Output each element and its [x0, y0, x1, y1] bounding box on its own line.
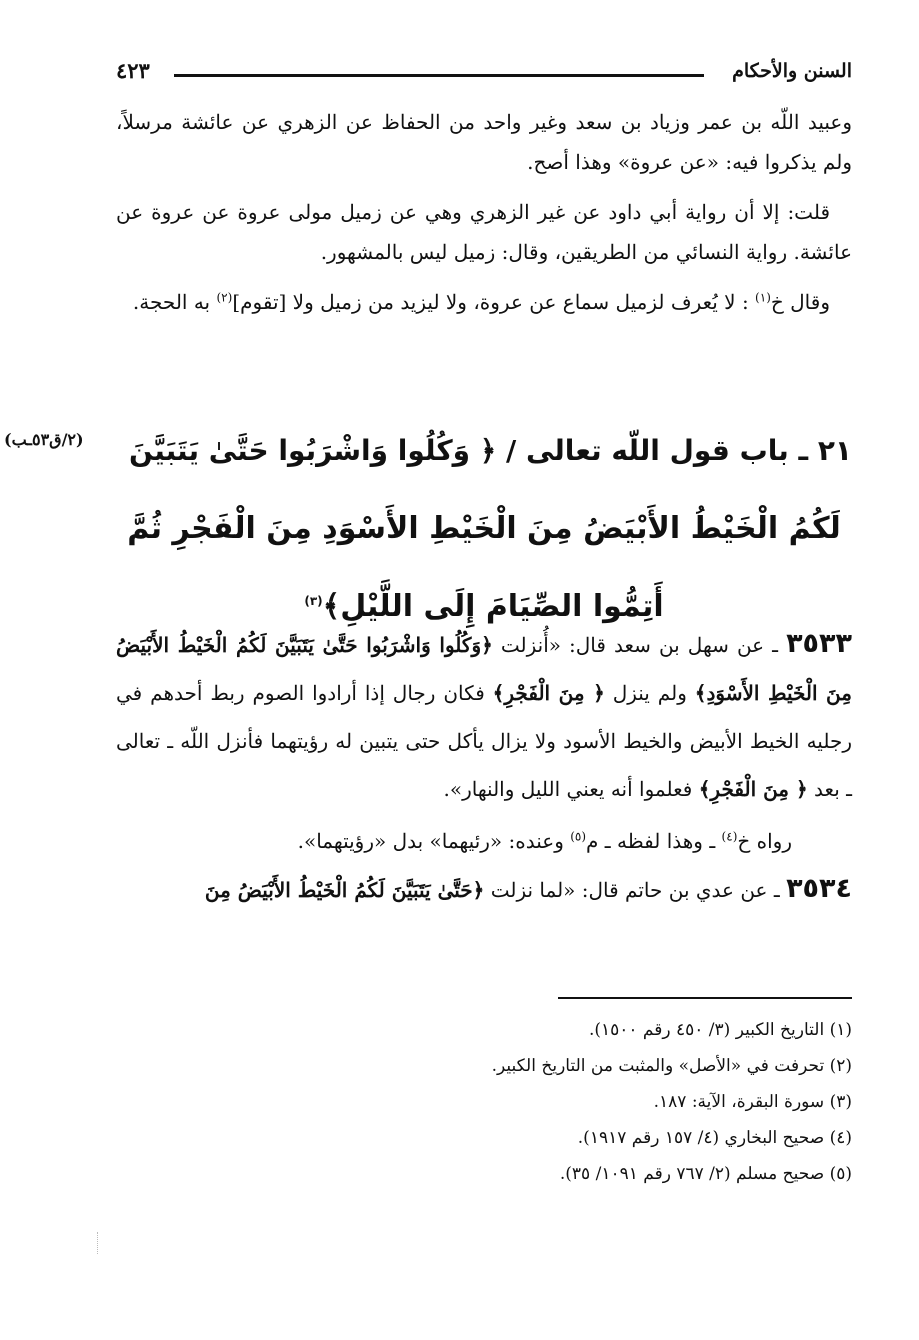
hadith-3533-text-1: ـ عن سهل بن سعد قال: «أُنزلت [492, 633, 787, 657]
footnote-3: (٣) سورة البقرة، الآية: ١٨٧. [653, 1092, 852, 1112]
footnote-5: (٥) صحيح مسلم (٢/ ٧٦٧ رقم ١٠٩١/ ٣٥). [559, 1164, 852, 1184]
chapter-heading-line-2: لَكُمُ الْخَيْطُ الأَبْيَضُ مِنَ الْخَيْطِ الأَسْوَدِ مِنَ الْفَجْرِ ثُمَّ [127, 511, 841, 546]
header-rule [174, 74, 704, 77]
footnote-ref-2: (٢) [216, 290, 233, 305]
footnote-2: (٢) تحرفت في «الأصل» والمثبت من التاريخ الكبير. [491, 1056, 852, 1076]
paragraph-3-bracket: [تقوم] [232, 290, 287, 314]
page-number: ٤٢٣ [116, 58, 150, 83]
footnote-separator [558, 997, 852, 999]
hadith-section [116, 620, 852, 914]
running-title: السنن والأحكام [732, 60, 852, 82]
hadith-number-3534: ٣٥٣٤ [786, 873, 852, 904]
footnote-1: (١) التاريخ الكبير (٣/ ٤٥٠ رقم ١٥٠٠). [588, 1020, 852, 1040]
quran-quote-2: ﴿ مِنَ الْفَجْرِ﴾ [492, 681, 605, 705]
riwaya-part-2: ـ وهذا لفظه ـ م [586, 829, 722, 853]
paragraph-3-start: وقال خ [770, 290, 830, 314]
hadith-3533-text-2: ولم ينزل [604, 681, 695, 705]
quran-quote-1: ﴿وَكُلُوا وَاشْرَبُوا حَتَّىٰ يَتَبَيَّنَ لَكُمُ الْخَيْطُ الأَبْيَضُ مِنَ الْخَيْطِ الأَسْوَدِ﴾ [116, 633, 852, 705]
footnote-ref-3: (٣) [304, 594, 323, 608]
footnote-ref-4: (٤) [721, 829, 738, 844]
chapter-heading-line-3-text: أَتِمُّوا الصِّيَامَ إِلَى اللَّيْلِ﴾ [322, 589, 664, 624]
footnotes [116, 1012, 852, 1192]
footnote-ref-5: (٥) [570, 829, 587, 844]
chapter-heading [116, 412, 852, 646]
chapter-heading-line-1: ٢١ ـ باب قول اللّه تعالى / ﴿ وَكُلُوا وَاشْرَبُوا حَتَّىٰ يَتَبَيَّنَ [129, 434, 852, 467]
main-text [116, 102, 852, 322]
quran-quote-4: ﴿حَتَّىٰ يَتَبَيَّنَ لَكُمُ الْخَيْطُ الأَبْيَضُ مِنَ [204, 878, 485, 902]
hadith-number-3533: ٣٥٣٣ [786, 628, 852, 659]
footnote-ref-1: (١) [755, 290, 771, 305]
paragraph-1: وعبيد اللّه بن عمر وزياد بن سعد وغير واحد من الحفاظ عن الزهري عن عائشة مرسلاً، ولم يذكروا فيه: «عن عروة» وهذا أصح. [116, 110, 852, 174]
hadith-3534-text-1: ـ عن عدي بن حاتم قال: «لما نزلت [484, 878, 787, 902]
quran-quote-3: ﴿ مِنَ الْفَجْرِ﴾ [698, 777, 808, 801]
hadith-3534 [116, 865, 852, 914]
riwaya-part-1: رواه خ [737, 829, 792, 853]
hadith-3533-riwaya [116, 817, 852, 865]
hadith-3533-text-4: فعلموا أنه يعني الليل والنهار». [443, 777, 699, 801]
page-header [116, 52, 852, 92]
paragraph-3 [116, 282, 852, 322]
hadith-3533 [116, 620, 852, 813]
scan-speck [97, 1232, 104, 1254]
manuscript-folio-note: (٢/ق٥٣ـب) [4, 430, 84, 449]
paragraph-3-middle: : لا يُعرف لزميل سماع عن عروة، ولا ليزيد من زميل ولا [286, 290, 749, 314]
hadith-3533-text-3: فكان رجال إذا أرادوا الصوم ربط أحدهم في رجليه الخيط الأبيض والخيط الأسود ولا يزال يأكل حتى يتبين له رؤيتهما فأنزل اللّه ـ تعالى ـ بعد [116, 681, 852, 801]
riwaya-part-3: وعنده: «رئيهما» بدل «رؤيتهما». [297, 829, 571, 853]
paragraph-3-end: به الحجة. [132, 290, 217, 314]
footnote-4: (٤) صحيح البخاري (٤/ ١٥٧ رقم ١٩١٧). [577, 1128, 852, 1148]
paragraph-2: قلت: إلا أن رواية أبي داود عن غير الزهري وهي عن زميل مولى عروة عن عروة عن عائشة. رواية النسائي من الطريقين، وقال: زميل ليس بالمشهور. [116, 200, 852, 264]
